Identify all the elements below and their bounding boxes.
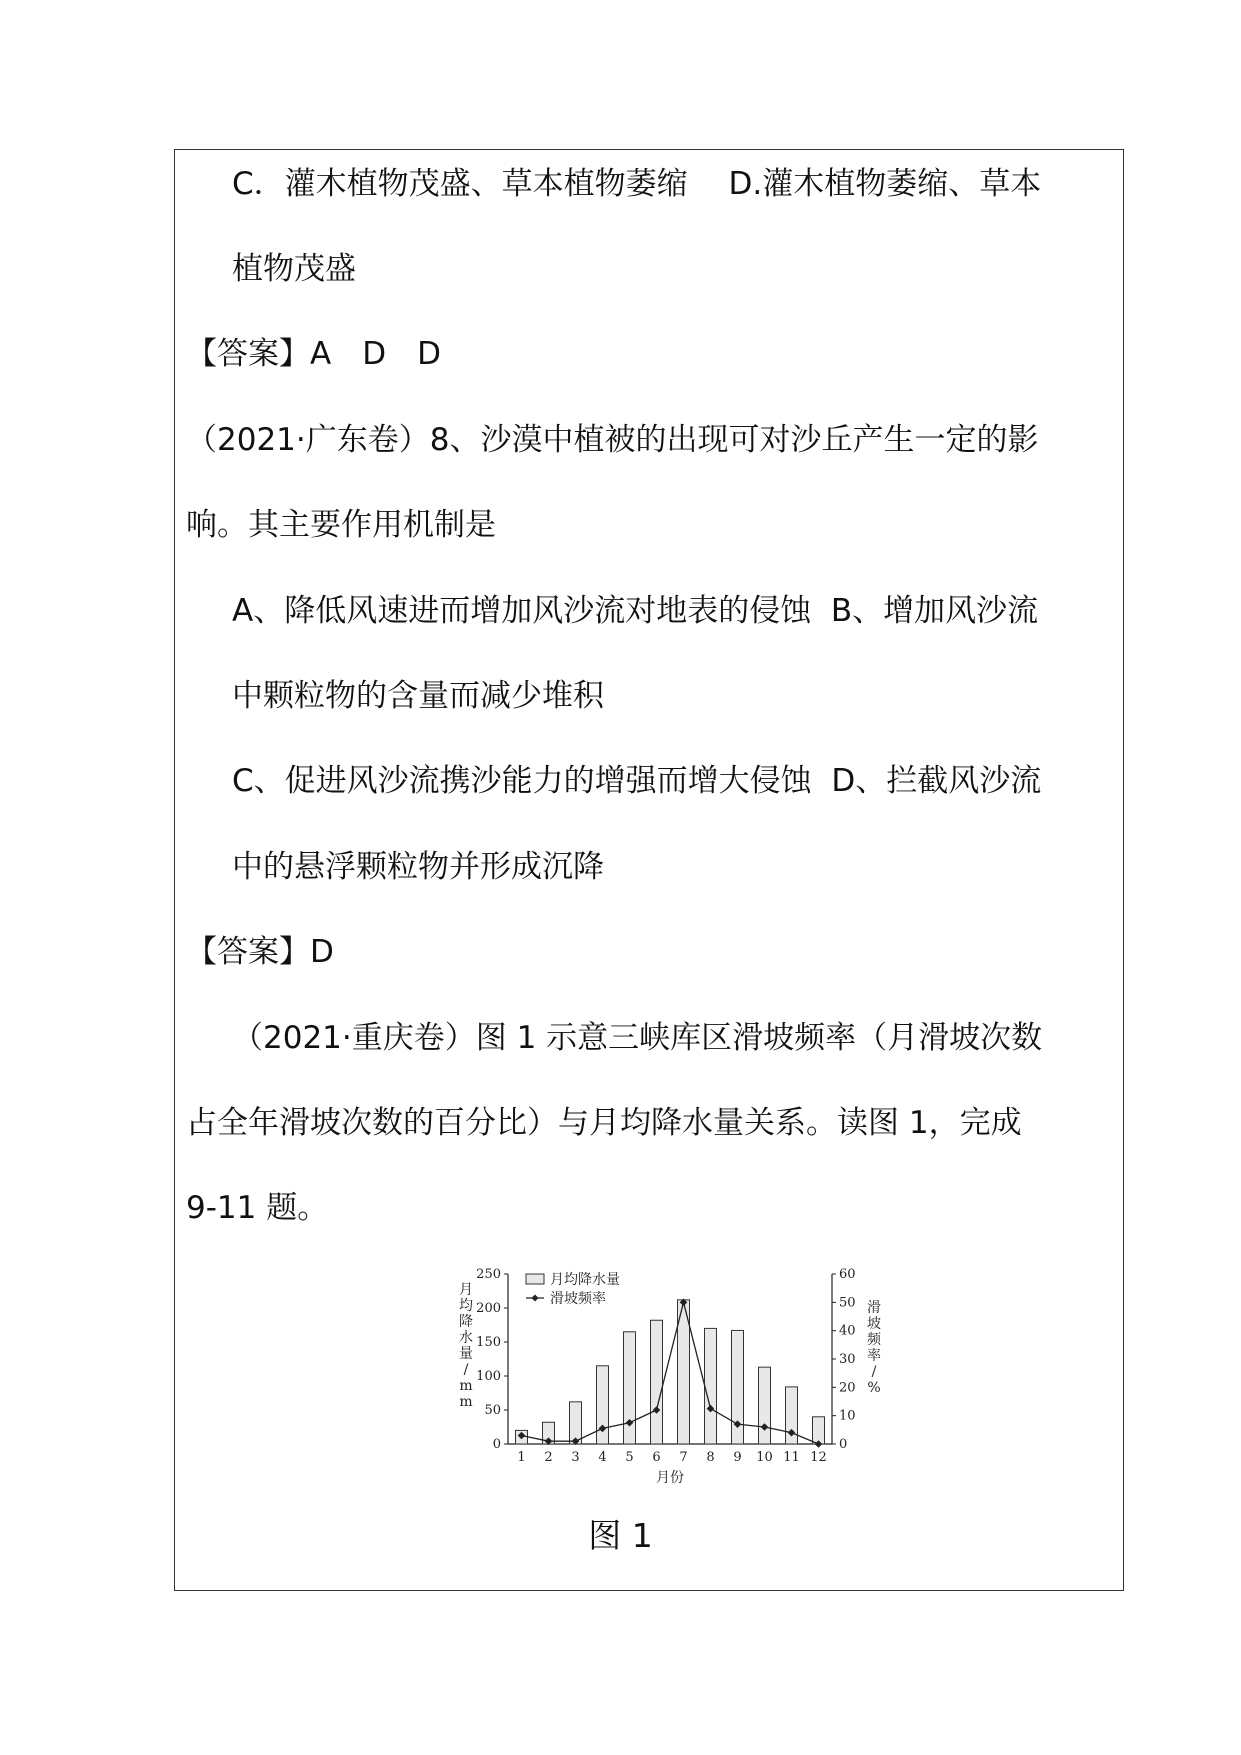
left-axis-title-char: 均 bbox=[459, 1298, 473, 1314]
x-tick-label: 10 bbox=[756, 1450, 773, 1465]
left-axis-title-char: 降 bbox=[459, 1314, 473, 1330]
precipitation-bar bbox=[651, 1320, 663, 1444]
answer-line-1: 【答案】A D D bbox=[186, 336, 441, 372]
right-axis-title-char: 坡 bbox=[867, 1316, 881, 1332]
right-tick-label: 20 bbox=[839, 1380, 856, 1396]
left-axis-title-char: m bbox=[459, 1394, 473, 1410]
precipitation-bar bbox=[813, 1417, 825, 1444]
option-line-ab-1: A、降低风速进而增加风沙流对地表的侵蚀 B、增加风沙流 bbox=[232, 593, 1039, 629]
x-tick-label: 1 bbox=[517, 1450, 526, 1465]
precipitation-bar bbox=[759, 1367, 771, 1444]
x-tick-label: 9 bbox=[733, 1450, 742, 1465]
right-axis-title-char: 滑 bbox=[867, 1300, 881, 1316]
figure-caption: 图 1 bbox=[588, 1516, 653, 1555]
left-tick-label: 100 bbox=[476, 1369, 501, 1384]
answer-line-2: 【答案】D bbox=[186, 934, 334, 970]
landslide-precipitation-chart bbox=[446, 1262, 906, 1502]
left-tick-label: 200 bbox=[476, 1301, 501, 1316]
left-axis-title-char: m bbox=[459, 1378, 473, 1394]
option-line-cd-q8-1: C、促进风沙流携沙能力的增强而增大侵蚀 D、拦截风沙流 bbox=[232, 763, 1042, 799]
x-tick-label: 4 bbox=[598, 1450, 607, 1465]
x-tick-label: 6 bbox=[652, 1450, 661, 1465]
precipitation-bar bbox=[597, 1366, 609, 1444]
question-9-line-3: 9-11 题。 bbox=[186, 1190, 329, 1226]
landslide-frequency-line bbox=[522, 1302, 819, 1444]
right-tick-label: 30 bbox=[839, 1352, 856, 1367]
right-axis-title-char: 率 bbox=[867, 1348, 881, 1364]
question-8-line-1: （2021·广东卷）8、沙漠中植被的出现可对沙丘产生一定的影 bbox=[186, 422, 1039, 458]
legend-label-precipitation: 月均降水量 bbox=[550, 1272, 620, 1288]
x-tick-label: 2 bbox=[544, 1450, 553, 1465]
right-tick-label: 60 bbox=[839, 1267, 856, 1282]
left-tick-label: 250 bbox=[476, 1267, 501, 1282]
left-tick-label: 150 bbox=[476, 1335, 501, 1350]
right-axis-title-char: / bbox=[871, 1364, 877, 1380]
left-axis-title-char: 量 bbox=[459, 1346, 473, 1362]
right-axis-title bbox=[867, 1300, 882, 1396]
x-tick-label: 12 bbox=[810, 1450, 827, 1465]
right-tick-label: 50 bbox=[839, 1295, 856, 1311]
right-axis-title-char: 频 bbox=[867, 1332, 881, 1348]
right-axis-title-char: % bbox=[867, 1380, 881, 1396]
x-tick-label: 5 bbox=[625, 1450, 634, 1465]
right-tick-label: 40 bbox=[839, 1323, 856, 1339]
option-line-cd-q8-2: 中的悬浮颗粒物并形成沉降 bbox=[232, 849, 604, 885]
right-tick-label: 0 bbox=[839, 1437, 848, 1452]
option-line-cd-2: 植物茂盛 bbox=[232, 251, 356, 287]
precipitation-bar bbox=[624, 1332, 636, 1444]
left-axis-title-char: 月 bbox=[459, 1282, 473, 1298]
left-tick-label: 50 bbox=[484, 1403, 501, 1418]
question-9-line-1: （2021·重庆卷）图 1 示意三峡库区滑坡频率（月滑坡次数 bbox=[232, 1020, 1043, 1056]
left-tick-label: 0 bbox=[492, 1437, 501, 1452]
x-tick-label: 11 bbox=[783, 1450, 800, 1465]
x-tick-label: 3 bbox=[571, 1450, 580, 1465]
left-axis-title bbox=[459, 1282, 473, 1410]
legend-label-frequency: 滑坡频率 bbox=[550, 1291, 606, 1307]
right-tick-label: 10 bbox=[839, 1408, 856, 1424]
legend-bar-swatch bbox=[526, 1274, 544, 1284]
left-axis-title-char: / bbox=[463, 1362, 469, 1378]
option-line-cd-1: C．灌木植物茂盛、草本植物萎缩 D.灌木植物萎缩、草本 bbox=[232, 166, 1042, 202]
question-9-line-2: 占全年滑坡次数的百分比）与月均降水量关系。读图 1，完成 bbox=[186, 1105, 1022, 1141]
option-line-ab-2: 中颗粒物的含量而减少堆积 bbox=[232, 678, 604, 714]
x-tick-label: 8 bbox=[706, 1450, 715, 1465]
x-axis-title: 月份 bbox=[656, 1470, 684, 1486]
precipitation-bar bbox=[705, 1328, 717, 1444]
question-8-line-2: 响。其主要作用机制是 bbox=[186, 507, 496, 543]
left-axis-title-char: 水 bbox=[459, 1330, 473, 1346]
legend-line-marker bbox=[532, 1295, 539, 1302]
x-tick-label: 7 bbox=[679, 1450, 688, 1465]
